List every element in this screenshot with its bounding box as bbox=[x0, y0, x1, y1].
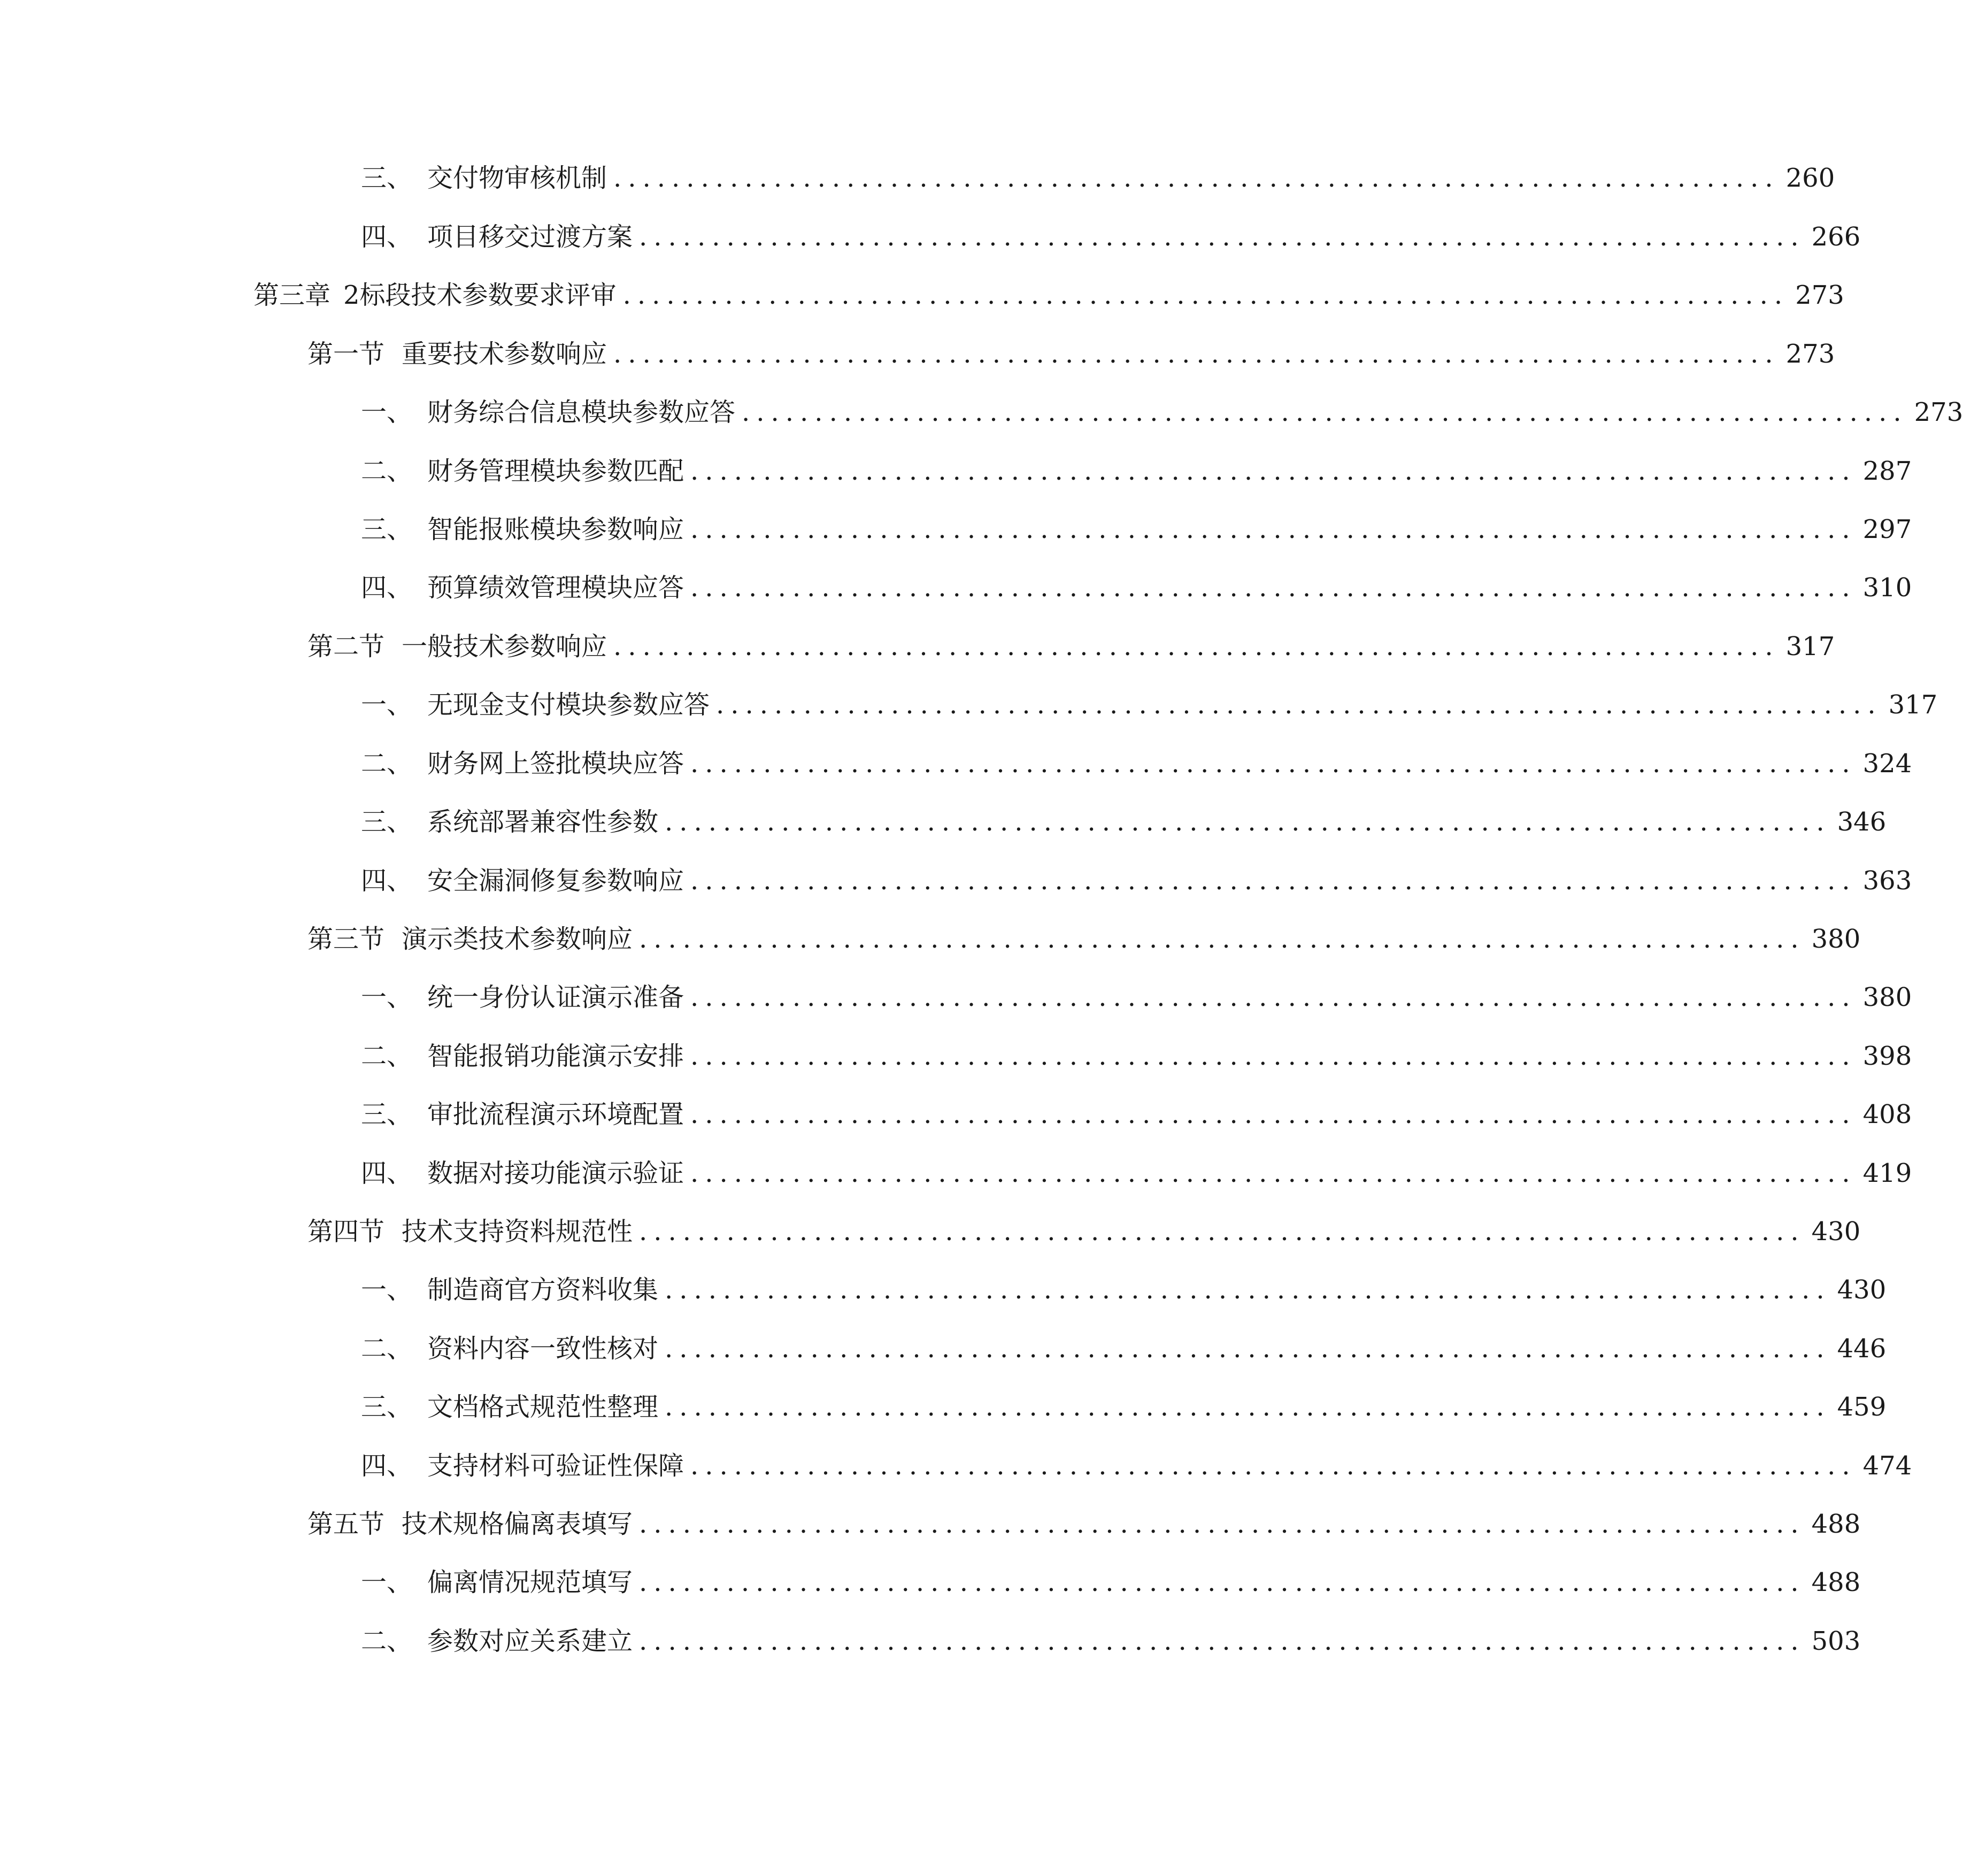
dot-leader: ................................................................................ bbox=[690, 982, 1857, 1012]
dot-leader: ................................................................................ bbox=[690, 1100, 1857, 1129]
toc-entry-page: 273 bbox=[1914, 397, 1963, 427]
toc-entry-number: 三、 bbox=[361, 163, 413, 193]
toc-entry-number: 第一节 bbox=[307, 339, 385, 369]
toc-entry-page: 273 bbox=[1785, 339, 1835, 369]
toc-entry[interactable] bbox=[361, 1444, 1912, 1487]
dot-leader: ................................................................................ bbox=[690, 1041, 1857, 1071]
toc-entry[interactable] bbox=[361, 566, 1912, 609]
toc-entry-page: 459 bbox=[1837, 1392, 1887, 1422]
toc-entry-number: 三、 bbox=[361, 807, 413, 837]
toc-entry-page: 363 bbox=[1862, 866, 1912, 896]
toc-entry-title: 智能报账模块参数响应 bbox=[427, 514, 684, 544]
toc-entry-title: 参数对应关系建立 bbox=[427, 1626, 633, 1656]
toc-entry-number: 一、 bbox=[361, 1567, 413, 1597]
toc-entry-number: 二、 bbox=[361, 749, 413, 779]
toc-entry-number: 四、 bbox=[361, 222, 413, 252]
dot-leader: ................................................................................ bbox=[690, 1451, 1857, 1481]
toc-entry-page: 430 bbox=[1837, 1275, 1887, 1305]
dot-leader: ................................................................................ bbox=[665, 1334, 1831, 1364]
dot-leader: ................................................................................ bbox=[639, 924, 1805, 954]
toc-entry-title: 技术支持资料规范性 bbox=[402, 1217, 633, 1247]
toc-entry-number: 一、 bbox=[361, 397, 413, 427]
toc-entry-number: 三、 bbox=[361, 1392, 413, 1422]
dot-leader: ................................................................................ bbox=[639, 1509, 1805, 1539]
toc-entry[interactable] bbox=[361, 801, 1887, 843]
toc-entry-title: 重要技术参数响应 bbox=[402, 339, 607, 369]
toc-entry-number: 四、 bbox=[361, 1451, 413, 1481]
toc-entry-title: 无现金支付模块参数应答 bbox=[427, 690, 710, 720]
dot-leader: ................................................................................ bbox=[665, 1392, 1831, 1422]
toc-entry-page: 346 bbox=[1837, 807, 1887, 837]
dot-leader: ................................................................................ bbox=[622, 280, 1789, 310]
toc-entry-section[interactable] bbox=[307, 1503, 1861, 1546]
toc-entry-page: 488 bbox=[1811, 1509, 1861, 1539]
toc-entry-title: 项目移交过渡方案 bbox=[427, 222, 633, 252]
toc-entry-title: 交付物审核机制 bbox=[427, 163, 607, 193]
toc-entry-title: 预算绩效管理模块应答 bbox=[427, 573, 684, 603]
dot-leader: ................................................................................ bbox=[639, 1217, 1805, 1247]
toc-entry-page: 266 bbox=[1811, 222, 1861, 252]
toc-entry-title: 审批流程演示环境配置 bbox=[427, 1100, 684, 1129]
toc-entry-page: 317 bbox=[1888, 690, 1938, 720]
toc-entry[interactable] bbox=[361, 508, 1912, 551]
toc-entry[interactable] bbox=[361, 1093, 1912, 1136]
toc-entry-number: 第四节 bbox=[307, 1217, 385, 1247]
toc-entry[interactable] bbox=[361, 391, 1963, 434]
toc-entry-section[interactable] bbox=[307, 1210, 1861, 1253]
toc-entry-page: 446 bbox=[1837, 1334, 1887, 1364]
toc-entry-page: 408 bbox=[1862, 1100, 1912, 1129]
toc-entry-title: 数据对接功能演示验证 bbox=[427, 1158, 684, 1188]
toc-entry-page: 398 bbox=[1862, 1041, 1912, 1071]
toc-entry-title: 2标段技术参数要求评审 bbox=[343, 280, 617, 310]
toc-entry-number: 四、 bbox=[361, 866, 413, 896]
toc-entry-title: 安全漏洞修复参数响应 bbox=[427, 866, 684, 896]
toc-entry-number: 二、 bbox=[361, 456, 413, 486]
toc-entry-number: 二、 bbox=[361, 1626, 413, 1656]
toc-entry-page: 503 bbox=[1811, 1626, 1861, 1656]
toc-entry-number: 四、 bbox=[361, 1158, 413, 1188]
dot-leader: ................................................................................ bbox=[613, 339, 1780, 369]
dot-leader: ................................................................................ bbox=[716, 690, 1882, 720]
toc-entry-page: 310 bbox=[1862, 573, 1912, 603]
dot-leader: ................................................................................ bbox=[639, 222, 1805, 252]
toc-entry-title: 统一身份认证演示准备 bbox=[427, 982, 684, 1012]
dot-leader: ................................................................................ bbox=[613, 632, 1780, 662]
toc-entry-section[interactable] bbox=[307, 918, 1861, 960]
toc-entry-title: 财务综合信息模块参数应答 bbox=[427, 397, 736, 427]
dot-leader: ................................................................................ bbox=[690, 514, 1857, 544]
toc-entry-number: 三、 bbox=[361, 514, 413, 544]
dot-leader: ................................................................................ bbox=[690, 456, 1857, 486]
toc-entry[interactable] bbox=[361, 683, 1938, 726]
toc-entry-number: 二、 bbox=[361, 1334, 413, 1364]
dot-leader: ................................................................................ bbox=[639, 1567, 1805, 1597]
toc-entry-chapter[interactable] bbox=[253, 274, 1844, 317]
toc-entry-page: 287 bbox=[1862, 456, 1912, 486]
toc-entry[interactable] bbox=[361, 1268, 1887, 1311]
toc-entry-title: 系统部署兼容性参数 bbox=[427, 807, 659, 837]
toc-entry-number: 一、 bbox=[361, 982, 413, 1012]
toc-entry-number: 第三节 bbox=[307, 924, 385, 954]
toc-entry[interactable] bbox=[361, 1327, 1887, 1370]
dot-leader: ................................................................................ bbox=[665, 1275, 1831, 1305]
toc-entry[interactable] bbox=[361, 976, 1912, 1019]
toc-entry-number: 三、 bbox=[361, 1100, 413, 1129]
toc-entry-title: 支持材料可验证性保障 bbox=[427, 1451, 684, 1481]
toc-entry[interactable] bbox=[361, 1561, 1861, 1604]
toc-entry[interactable] bbox=[361, 216, 1861, 258]
dot-leader: ................................................................................ bbox=[639, 1626, 1805, 1656]
toc-entry-title: 技术规格偏离表填写 bbox=[402, 1509, 633, 1539]
toc-entry-section[interactable] bbox=[307, 333, 1835, 375]
toc-entry-number: 第二节 bbox=[307, 632, 385, 662]
toc-entry-title: 偏离情况规范填写 bbox=[427, 1567, 633, 1597]
toc-entry-title: 文档格式规范性整理 bbox=[427, 1392, 659, 1422]
toc-entry-number: 二、 bbox=[361, 1041, 413, 1071]
dot-leader: ................................................................................ bbox=[665, 807, 1831, 837]
dot-leader: ................................................................................ bbox=[690, 866, 1857, 896]
toc-entry[interactable] bbox=[361, 742, 1912, 785]
toc-entry-page: 474 bbox=[1862, 1451, 1912, 1481]
toc-entry-title: 财务网上签批模块应答 bbox=[427, 749, 684, 779]
toc-entry[interactable] bbox=[361, 157, 1835, 199]
toc-entry-title: 资料内容一致性核对 bbox=[427, 1334, 659, 1364]
dot-leader: ................................................................................ bbox=[613, 163, 1780, 193]
toc-entry-page: 430 bbox=[1811, 1217, 1861, 1247]
toc-entry-title: 智能报销功能演示安排 bbox=[427, 1041, 684, 1071]
toc-entry-section[interactable] bbox=[307, 625, 1835, 668]
toc-entry-number: 一、 bbox=[361, 690, 413, 720]
toc-entry-page: 273 bbox=[1795, 280, 1844, 310]
toc-entry-page: 380 bbox=[1862, 982, 1912, 1012]
toc-entry-title: 演示类技术参数响应 bbox=[402, 924, 633, 954]
toc-entry-title: 财务管理模块参数匹配 bbox=[427, 456, 684, 486]
toc-entry-title: 制造商官方资料收集 bbox=[427, 1275, 659, 1305]
toc-entry-title: 一般技术参数响应 bbox=[402, 632, 607, 662]
toc-entry[interactable] bbox=[361, 1035, 1912, 1078]
dot-leader: ................................................................................ bbox=[742, 397, 1908, 427]
dot-leader: ................................................................................ bbox=[690, 749, 1857, 779]
toc-entry-page: 317 bbox=[1785, 632, 1835, 662]
toc-entry[interactable] bbox=[361, 1620, 1861, 1663]
toc-entry-page: 419 bbox=[1862, 1158, 1912, 1188]
toc-entry-page: 260 bbox=[1785, 163, 1835, 193]
toc-entry-page: 488 bbox=[1811, 1567, 1861, 1597]
toc-entry-page: 297 bbox=[1862, 514, 1912, 544]
toc-entry-number: 第五节 bbox=[307, 1509, 385, 1539]
dot-leader: ................................................................................ bbox=[690, 1158, 1857, 1188]
toc-entry-number: 四、 bbox=[361, 573, 413, 603]
toc-entry[interactable] bbox=[361, 1152, 1912, 1195]
toc-entry-page: 380 bbox=[1811, 924, 1861, 954]
toc-entry[interactable] bbox=[361, 859, 1912, 902]
dot-leader: ................................................................................ bbox=[690, 573, 1857, 603]
toc-entry-number: 第三章 bbox=[253, 280, 331, 310]
toc-entry-number: 一、 bbox=[361, 1275, 413, 1305]
toc-entry[interactable] bbox=[361, 450, 1912, 493]
toc-entry-page: 324 bbox=[1862, 749, 1912, 779]
toc-entry[interactable] bbox=[361, 1386, 1887, 1428]
